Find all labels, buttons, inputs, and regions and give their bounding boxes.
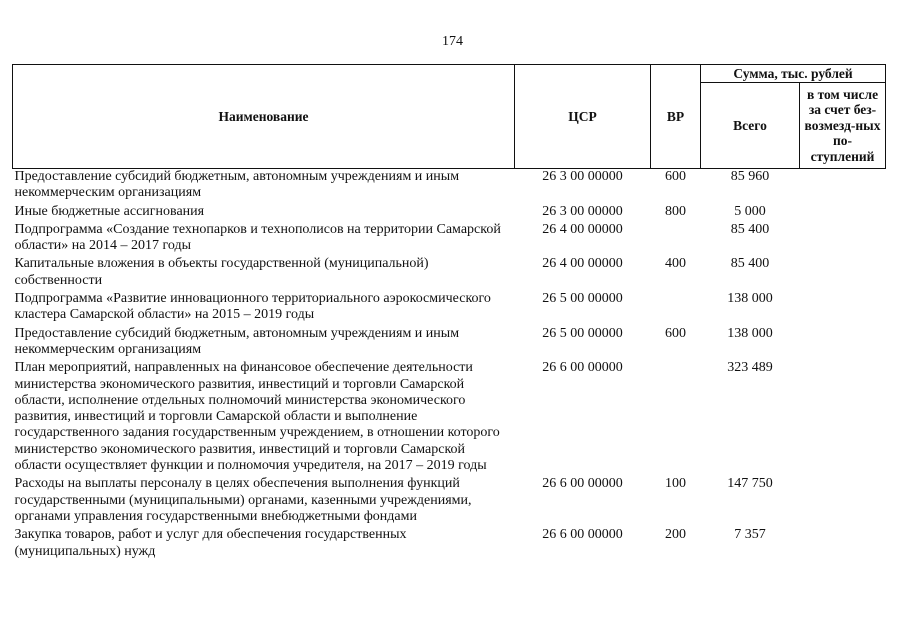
- row-csr-cell: 26 3 00 00000: [542, 169, 623, 184]
- row-csr-cell: 26 5 00 00000: [542, 325, 623, 341]
- header-name: Наименование: [13, 65, 515, 169]
- header-csr: ЦСР: [515, 65, 651, 169]
- row-vr-cell: [651, 360, 701, 476]
- row-vr-cell: 100: [665, 476, 686, 492]
- row-gratuitous-cell: [800, 476, 886, 527]
- row-vr-cell: 600: [665, 169, 686, 184]
- row-vr-cell: 200: [665, 527, 686, 543]
- row-gratuitous-cell: [800, 256, 886, 291]
- row-gratuitous-cell: [800, 169, 886, 204]
- row-csr-cell: 26 4 00 00000: [542, 256, 623, 272]
- table-row: [13, 326, 886, 361]
- row-csr-cell: 26 4 00 00000: [542, 221, 623, 237]
- row-total-cell: 147 750: [727, 476, 773, 492]
- header-vr: ВР: [651, 65, 701, 169]
- table-row: [13, 256, 886, 291]
- table-row: [13, 527, 886, 562]
- row-vr-cell: 800: [665, 203, 686, 219]
- row-name-cell: Подпрограмма «Создание технопарков и технополисов на территории Самарской области» на 2014 – 2017 годы: [14, 221, 501, 254]
- table-row: [13, 204, 886, 222]
- row-total-cell: 85 400: [730, 221, 770, 237]
- row-name-cell: Предоставление субсидий бюджетным, автономным учреждениям и иным некоммерческим организациям: [14, 325, 460, 357]
- row-gratuitous-cell: [800, 326, 886, 361]
- row-gratuitous-cell: [800, 527, 886, 562]
- row-vr-cell: [651, 222, 701, 257]
- table-row: [13, 222, 886, 257]
- table-row: [13, 360, 886, 476]
- row-name-cell: План мероприятий, направленных на финансовое обеспечение деятельности министерства экономического развития, инвестиций и торговли Самарской области, исполнение отдельных полномочий министерства экономического развития, инвестиций и торговли Самарской области и выполнение государственного задания государственным учреждением, в отношении которого министерство экономического развития, инвестиций и торговли Самарской области осуществляет функции и полномочия учредителя, на 2017 – 2019 годы: [14, 360, 500, 474]
- row-total-cell: 138 000: [727, 291, 773, 307]
- row-csr-cell: 26 3 00 00000: [542, 203, 623, 219]
- row-name-cell: Подпрограмма «Развитие инновационного территориального аэрокосмического кластера Самарской области» на 2015 – 2019 годы: [14, 291, 491, 323]
- row-vr-cell: 400: [665, 256, 686, 272]
- row-name-cell: Закупка товаров, работ и услуг для обеспечения государственных (муниципальных) нужд: [14, 527, 407, 559]
- row-name-cell: Капитальные вложения в объекты государственной (муниципальной) собственности: [14, 256, 429, 288]
- row-gratuitous-cell: [800, 204, 886, 222]
- table-row: [13, 476, 886, 527]
- row-csr-cell: 26 6 00 00000: [542, 527, 623, 543]
- row-csr-cell: 26 6 00 00000: [542, 476, 623, 492]
- header-sum: Сумма, тыс. рублей: [701, 65, 886, 83]
- row-gratuitous-cell: [800, 222, 886, 257]
- page-number: 174: [442, 34, 463, 49]
- table-header: [13, 65, 886, 169]
- row-name-cell: Предоставление субсидий бюджетным, автономным учреждениям и иным некоммерческим организациям: [14, 169, 460, 201]
- row-total-cell: 85 960: [730, 169, 770, 184]
- budget-table: [12, 64, 886, 562]
- row-name-cell: Расходы на выплаты персоналу в целях обеспечения выполнения функций государственными (муниципальными) органами, казенными учреждениями, органами управления государственными внебюджетными фондами: [14, 476, 472, 524]
- row-total-cell: 323 489: [727, 360, 773, 376]
- table-row: [13, 169, 886, 204]
- row-total-cell: 138 000: [727, 325, 773, 341]
- row-total-cell: 7 357: [734, 527, 766, 543]
- header-total: Всего: [701, 83, 800, 169]
- table-row: [13, 291, 886, 326]
- table-body: [13, 169, 886, 562]
- row-name-cell: Иные бюджетные ассигнования: [14, 203, 205, 219]
- row-vr-cell: [651, 291, 701, 326]
- row-csr-cell: 26 5 00 00000: [542, 291, 623, 307]
- row-vr-cell: 600: [665, 325, 686, 341]
- row-gratuitous-cell: [800, 360, 886, 476]
- row-total-cell: 5 000: [734, 203, 766, 219]
- row-csr-cell: 26 6 00 00000: [542, 360, 623, 376]
- row-total-cell: 85 400: [730, 256, 770, 272]
- row-gratuitous-cell: [800, 291, 886, 326]
- header-gratuitous: в том числе за счет без-возмезд-ных по-ступлений: [800, 83, 886, 169]
